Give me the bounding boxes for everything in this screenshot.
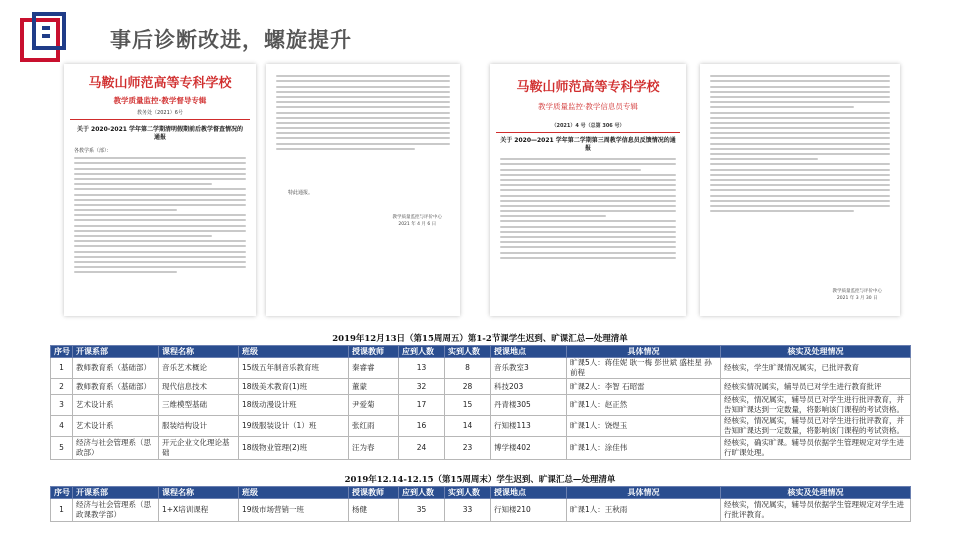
cell-details: 旷课2人：李智 石昭雷 [567, 379, 721, 395]
col-header: 具体情况 [567, 346, 721, 358]
cell-expected: 32 [399, 379, 445, 395]
cell-actual: 15 [445, 395, 491, 416]
cell-teacher: 尹爱菊 [349, 395, 399, 416]
cell-location: 丹青楼305 [491, 395, 567, 416]
cell-location: 行知楼210 [491, 499, 567, 522]
cell-resolution: 经核实情况属实，辅导员已对学生进行教育批评 [721, 379, 911, 395]
doc-body [490, 153, 686, 264]
cell-course: 三维模型基础 [159, 395, 239, 416]
cell-teacher: 汪为春 [349, 437, 399, 460]
doc-subtitle: 教学质量监控·教学督导专辑 [113, 96, 207, 105]
table-title: 2019年12月13日（第15周周五）第1-2节课学生迟到、旷课汇总—处理清单 [332, 334, 628, 344]
cell-teacher: 杨健 [349, 499, 399, 522]
col-header: 授课教师 [349, 487, 399, 499]
table-row [51, 499, 911, 522]
cell-resolution: 经核实，情况属实，辅导员已对学生进行批评教育，并告知旷课达到一定数量，将影响该门课程的考试资格。 [721, 395, 911, 416]
cell-index: 1 [51, 499, 73, 522]
cell-course: 音乐艺术概论 [159, 358, 239, 379]
doc-body [266, 64, 460, 155]
cell-location: 行知楼113 [491, 416, 567, 437]
col-header: 课程名称 [159, 346, 239, 358]
col-header: 核实及处理情况 [721, 346, 911, 358]
doc-subtitle: 教学质量监控·教学信息员专辑 [538, 102, 638, 111]
cell-index: 2 [51, 379, 73, 395]
report-doc-3 [490, 64, 686, 316]
doc-rule [496, 132, 680, 133]
col-header: 序号 [51, 487, 73, 499]
doc-signature-date: 2021 年 4 月 6 日 [398, 222, 437, 227]
col-header: 开课系部 [73, 487, 159, 499]
col-header: 应到人数 [399, 487, 445, 499]
cell-details: 旷课1人：涂佳伟 [567, 437, 721, 460]
cell-department: 教师教育系（基础部） [73, 379, 159, 395]
table-row [51, 395, 911, 416]
cell-expected: 24 [399, 437, 445, 460]
table-row [51, 358, 911, 379]
absence-table-2 [50, 474, 910, 522]
cell-course: 开元企业文化理论基础 [159, 437, 239, 460]
doc-title: 关于 2020—2021 学年第二学期第三周教学信息员反馈情况的通报 [500, 137, 676, 152]
cell-department: 经济与社会管理系（思政课教学部） [73, 499, 159, 522]
doc-sign-off: 特此通报。 [288, 190, 314, 196]
cell-department: 艺术设计系 [73, 416, 159, 437]
cell-class: 19级服装设计（1）班 [239, 416, 349, 437]
doc-title: 关于 2020-2021 学年第二学期清明假期前后教学督查情况的通报 [76, 126, 244, 141]
table-title: 2019年12.14-12.15（第15周周末）学生迟到、旷课汇总—处理清单 [344, 475, 616, 485]
col-header: 核实及处理情况 [721, 487, 911, 499]
cell-class: 15级五年制音乐教育班 [239, 358, 349, 379]
cell-class: 19级市场营销一班 [239, 499, 349, 522]
cell-resolution: 经核实，情况属实，辅导员已对学生进行批评教育，并告知旷课达到一定数量，将影响该门课程的考试资格。 [721, 416, 911, 437]
cell-location: 音乐教室3 [491, 358, 567, 379]
col-header: 授课地点 [491, 487, 567, 499]
cell-index: 4 [51, 416, 73, 437]
cell-actual: 8 [445, 358, 491, 379]
col-header: 授课教师 [349, 346, 399, 358]
cell-teacher: 秦睿睿 [349, 358, 399, 379]
cell-actual: 14 [445, 416, 491, 437]
cell-teacher: 张红雨 [349, 416, 399, 437]
cell-actual: 33 [445, 499, 491, 522]
table-header-row [51, 487, 911, 499]
cell-location: 博学楼402 [491, 437, 567, 460]
cell-course: 服装结构设计 [159, 416, 239, 437]
cell-details: 旷课1人：饶煜玉 [567, 416, 721, 437]
cell-class: 18级物业管理(2)班 [239, 437, 349, 460]
doc-school-name: 马鞍山师范高等专科学校 [516, 80, 660, 95]
cell-expected: 17 [399, 395, 445, 416]
table-row [51, 379, 911, 395]
cell-location: 科技203 [491, 379, 567, 395]
doc-signature-org: 教学质量监控与评价中心 [392, 215, 442, 220]
doc-issue: 教务处（2021）6号 [137, 110, 183, 116]
cell-class: 18级动漫设计班 [239, 395, 349, 416]
col-header: 班级 [239, 346, 349, 358]
cell-expected: 16 [399, 416, 445, 437]
report-doc-1 [64, 64, 256, 316]
cell-details: 旷课1人：王秋雨 [567, 499, 721, 522]
cell-resolution: 经核实，情况属实，辅导员依据学生管理规定对学生进行批评教育。 [721, 499, 911, 522]
cell-class: 18级美术教育(1)班 [239, 379, 349, 395]
doc-signature-date: 2021 年 3 月 30 日 [836, 296, 878, 301]
cell-index: 1 [51, 358, 73, 379]
report-doc-4 [700, 64, 900, 316]
cell-index: 5 [51, 437, 73, 460]
doc-rule [70, 119, 250, 120]
doc-signature [393, 214, 443, 228]
cell-department: 艺术设计系 [73, 395, 159, 416]
doc-signature-org: 教学质量监控与评价中心 [832, 289, 882, 294]
col-header: 序号 [51, 346, 73, 358]
absence-table [50, 486, 911, 522]
col-header: 开课系部 [73, 346, 159, 358]
school-logo-icon [20, 12, 72, 64]
col-header: 授课地点 [491, 346, 567, 358]
cell-department: 教师教育系（基础部） [73, 358, 159, 379]
col-header: 课程名称 [159, 487, 239, 499]
doc-intro: 各教学系（部）： [74, 148, 112, 154]
col-header: 班级 [239, 487, 349, 499]
report-doc-2 [266, 64, 460, 316]
col-header: 实到人数 [445, 346, 491, 358]
slide-title: 事后诊断改进，螺旋提升 [110, 28, 352, 52]
col-header: 应到人数 [399, 346, 445, 358]
cell-course: 1+X培训课程 [159, 499, 239, 522]
cell-resolution: 经核实，确实旷课。辅导员依据学生管理规定对学生进行旷课处理。 [721, 437, 911, 460]
cell-teacher: 董蒙 [349, 379, 399, 395]
cell-resolution: 经核实，学生旷课情况属实，已批评教育 [721, 358, 911, 379]
absence-table-1 [50, 333, 910, 460]
table-row [51, 437, 911, 460]
cell-index: 3 [51, 395, 73, 416]
doc-school-name: 马鞍山师范高等专科学校 [88, 76, 232, 91]
col-header: 实到人数 [445, 487, 491, 499]
cell-department: 经济与社会管理系（思政部） [73, 437, 159, 460]
absence-table [50, 345, 911, 460]
cell-actual: 23 [445, 437, 491, 460]
doc-body [700, 64, 900, 217]
doc-signature [833, 288, 883, 302]
cell-details: 旷课5人：蒋佳妮 耿一梅 彭世斌 盛桂星 孙前程 [567, 358, 721, 379]
table-row [51, 416, 911, 437]
col-header: 具体情况 [567, 487, 721, 499]
cell-expected: 35 [399, 499, 445, 522]
cell-expected: 13 [399, 358, 445, 379]
doc-body [64, 142, 256, 279]
cell-course: 现代信息技术 [159, 379, 239, 395]
table-header-row [51, 346, 911, 358]
doc-issue: （2021）4 号（总第 306 号） [551, 123, 625, 129]
cell-actual: 28 [445, 379, 491, 395]
cell-details: 旷课1人：赵正然 [567, 395, 721, 416]
